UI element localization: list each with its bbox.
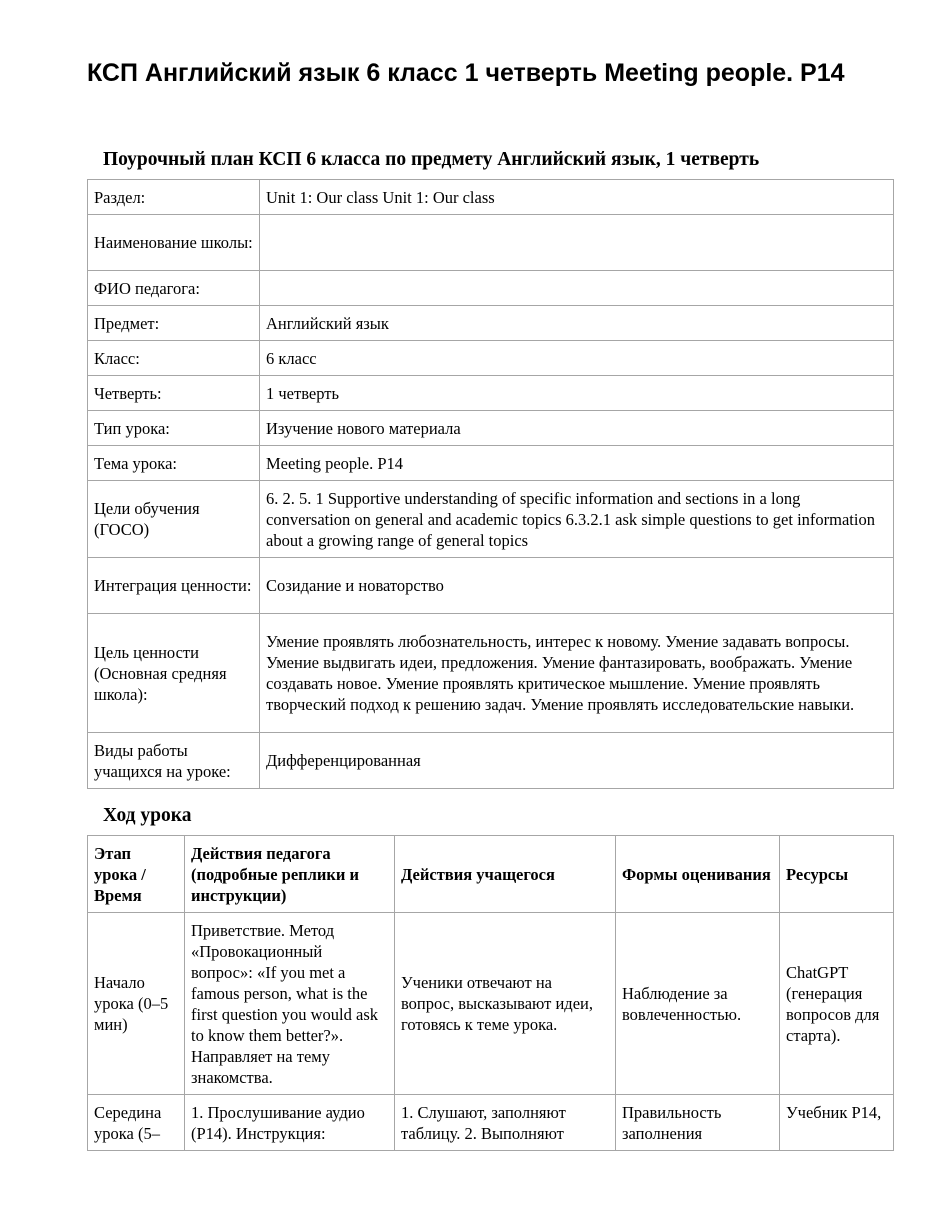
stage-cell: Начало урока (0–5 мин) [88,913,185,1095]
table-row [88,271,894,306]
table-row [88,376,894,411]
info-value: Умение проявлять любознательность, интерес к новому. Умение задавать вопросы. Умение выдвигать идеи, предложения. Умение фантазировать, воображать. Умение создавать новое. Умение проявлять критическое мышление. Умение проявлять творческий подход к решению задач. Умение проявлять исследовательские навыки. [260,614,894,733]
info-value: Изучение нового материала [260,411,894,446]
assessment-cell: Наблюдение за вовлеченностью. [616,913,780,1095]
stage-cell: Середина урока (5– [88,1095,185,1151]
info-label: Цель ценности (Основная средняя школа): [88,614,260,733]
table-header-row [88,836,894,913]
column-header-resources: Ресурсы [780,836,894,913]
info-value: 6. 2. 5. 1 Supportive understanding of specific information and sections in a long conversation on general and academic topics 6.3.2.1 ask simple questions to get information about a growing range of general topics [260,481,894,558]
table-row [88,1095,894,1151]
table-row [88,306,894,341]
info-label: Наименование школы: [88,215,260,271]
info-label: Интеграция ценности: [88,558,260,614]
info-value: Meeting people. P14 [260,446,894,481]
lesson-info-table [87,179,894,789]
info-value: Созидание и новаторство [260,558,894,614]
lesson-progress-heading: Ход урока [103,805,192,826]
info-label: Четверть: [88,376,260,411]
column-header-stage: Этап урока / Время [88,836,185,913]
info-label: ФИО педагога: [88,271,260,306]
table-row [88,558,894,614]
info-label: Цели обучения (ГОСО) [88,481,260,558]
info-value: 1 четверть [260,376,894,411]
assessment-cell: Правильность заполнения [616,1095,780,1151]
table-row [88,215,894,271]
info-value: Unit 1: Our class Unit 1: Our class [260,180,894,215]
info-value: 6 класс [260,341,894,376]
teacher-actions-cell: 1. Прослушивание аудио (P14). Инструкция: [185,1095,395,1151]
info-label: Класс: [88,341,260,376]
plan-heading: Поурочный план КСП 6 класса по предмету Английский язык, 1 четверть [103,149,760,170]
info-value: Английский язык [260,306,894,341]
table-row [88,411,894,446]
lesson-progress-table [87,835,894,1151]
column-header-student-actions: Действия учащегося [395,836,616,913]
resources-cell: ChatGPT (генерация вопросов для старта). [780,913,894,1095]
table-row [88,614,894,733]
info-label: Раздел: [88,180,260,215]
student-actions-cell: Ученики отвечают на вопрос, высказывают идеи, готовясь к теме урока. [395,913,616,1095]
column-header-teacher-actions: Действия педагога (подробные реплики и инструкции) [185,836,395,913]
table-row [88,341,894,376]
info-label: Тип урока: [88,411,260,446]
info-label: Тема урока: [88,446,260,481]
resources-cell: Учебник P14, [780,1095,894,1151]
info-label: Виды работы учащихся на уроке: [88,733,260,789]
info-value: Дифференцированная [260,733,894,789]
teacher-actions-cell: Приветствие. Метод «Провокационный вопрос»: «If you met a famous person, what is the first question you would ask to know them better?». Направляет на тему знакомства. [185,913,395,1095]
info-label: Предмет: [88,306,260,341]
info-value [260,215,894,271]
column-header-assessment: Формы оценивания [616,836,780,913]
table-row [88,913,894,1095]
table-row [88,180,894,215]
info-value [260,271,894,306]
table-row [88,446,894,481]
page-title: КСП Английский язык 6 класс 1 четверть Meeting people. P14 [87,59,845,87]
table-row [88,481,894,558]
table-row [88,733,894,789]
student-actions-cell: 1. Слушают, заполняют таблицу. 2. Выполняют [395,1095,616,1151]
